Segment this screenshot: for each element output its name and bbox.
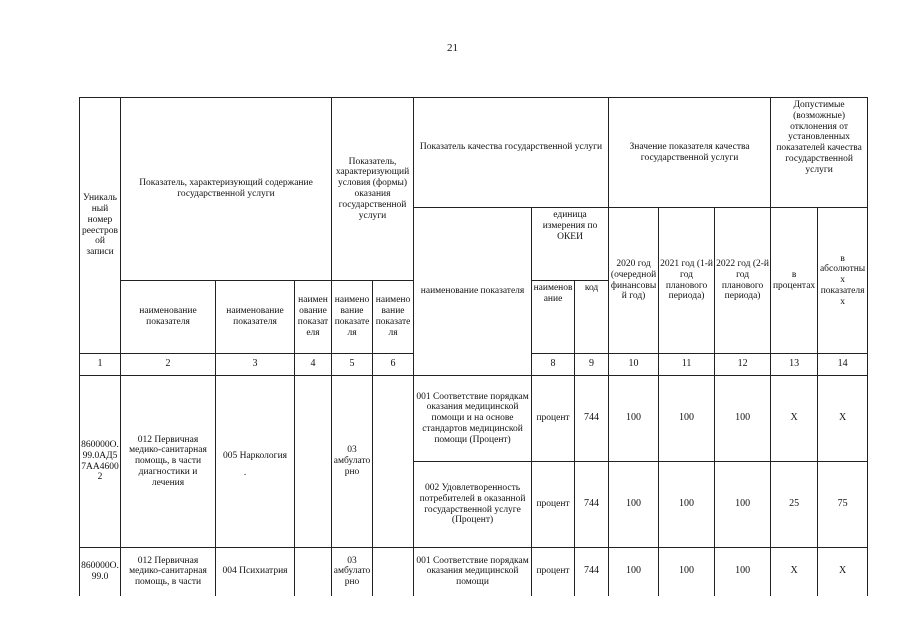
deviation-absolute: 75 bbox=[818, 462, 868, 548]
col-number: 14 bbox=[818, 354, 868, 376]
header-unit-okei: единица измерения по ОКЕИ bbox=[532, 208, 609, 281]
page-number: 21 bbox=[447, 42, 458, 54]
col-number: 6 bbox=[373, 354, 414, 376]
indicator-unit: процент bbox=[532, 462, 575, 548]
header-name-2: наименование показателя bbox=[216, 281, 295, 354]
indicator-unit: процент bbox=[532, 548, 575, 596]
value-2022: 100 bbox=[715, 376, 771, 462]
header-absolute: в абсолютных показателях bbox=[818, 208, 868, 354]
header-unit-name: наименование bbox=[532, 281, 575, 354]
col-number: 2 bbox=[121, 354, 216, 376]
header-name-1: наименование показателя bbox=[121, 281, 216, 354]
deviation-absolute: X bbox=[818, 376, 868, 462]
col-number: 3 bbox=[216, 354, 295, 376]
header-unique-number: Уникальный номер реестровой записи bbox=[80, 98, 121, 354]
value-2022: 100 bbox=[715, 548, 771, 596]
header-year-2021: 2021 год (1-й год планового периода) bbox=[659, 208, 715, 354]
record-mark: . bbox=[243, 467, 247, 478]
deviation-percent: X bbox=[771, 548, 818, 596]
indicator-code: 744 bbox=[575, 462, 609, 548]
record-id: 860000О.99.0 bbox=[80, 548, 121, 596]
record-profile: 004 Психиатрия bbox=[216, 548, 295, 596]
col-number: 10 bbox=[609, 354, 659, 376]
indicator-code: 744 bbox=[575, 548, 609, 596]
header-service-conditions: Показатель, характеризующий условия (формы) оказания государственной услуги bbox=[332, 98, 414, 281]
quality-indicators-table bbox=[79, 97, 868, 596]
record-empty bbox=[295, 376, 332, 548]
col-number: 4 bbox=[295, 354, 332, 376]
header-indicator-value: Значение показателя качества государственной услуги bbox=[609, 98, 771, 208]
deviation-absolute: X bbox=[818, 548, 868, 596]
header-unit-code: код bbox=[575, 281, 609, 354]
col-number: 8 bbox=[532, 354, 575, 376]
value-2020: 100 bbox=[609, 462, 659, 548]
record-form: 03 амбулаторно bbox=[332, 376, 373, 548]
header-indicator-name: наименование показателя bbox=[414, 208, 532, 376]
record-profile: 005 Наркология . bbox=[216, 376, 295, 548]
header-name-3: наименование показателя bbox=[295, 281, 332, 354]
indicator-unit: процент bbox=[532, 376, 575, 462]
indicator-code: 744 bbox=[575, 376, 609, 462]
col-number: 1 bbox=[80, 354, 121, 376]
indicator-name: 002 Удовлетворенность потребителей в оказанной государственной услуге (Процент) bbox=[414, 462, 532, 548]
record-empty bbox=[373, 548, 414, 596]
record-form: 03 амбулаторно bbox=[332, 548, 373, 596]
value-2020: 100 bbox=[609, 376, 659, 462]
record-empty bbox=[373, 376, 414, 548]
header-quality-indicator: Показатель качества государственной услуги bbox=[414, 98, 609, 208]
record-service: 012 Первичная медико-санитарная помощь, в части bbox=[121, 548, 216, 596]
col-number: 9 bbox=[575, 354, 609, 376]
value-2021: 100 bbox=[659, 548, 715, 596]
col-number: 5 bbox=[332, 354, 373, 376]
col-number: 12 bbox=[715, 354, 771, 376]
value-2022: 100 bbox=[715, 462, 771, 548]
header-name-4: наименование показателя bbox=[332, 281, 373, 354]
record-id: 860000О.99.0АД57АА46002 bbox=[80, 376, 121, 548]
value-2021: 100 bbox=[659, 376, 715, 462]
header-percent: в процентах bbox=[771, 208, 818, 354]
value-2021: 100 bbox=[659, 462, 715, 548]
col-number: 11 bbox=[659, 354, 715, 376]
deviation-percent: X bbox=[771, 376, 818, 462]
deviation-percent: 25 bbox=[771, 462, 818, 548]
col-number: 13 bbox=[771, 354, 818, 376]
record-empty bbox=[295, 548, 332, 596]
indicator-name: 001 Соответствие порядкам оказания медицинской помощи bbox=[414, 548, 532, 596]
indicator-name: 001 Соответствие порядкам оказания медицинской помощи и на основе стандартов медицинской помощи (Процент) bbox=[414, 376, 532, 462]
header-year-2022: 2022 год (2-й год планового периода) bbox=[715, 208, 771, 354]
header-year-2020: 2020 год (очередной финансовый год) bbox=[609, 208, 659, 354]
value-2020: 100 bbox=[609, 548, 659, 596]
record-service: 012 Первичная медико-санитарная помощь, в части диагностики и лечения bbox=[121, 376, 216, 548]
header-name-5: наименование показателя bbox=[373, 281, 414, 354]
header-allowed-deviation: Допустимые (возможные) отклонения от установленных показателей качества государственной услуги bbox=[771, 98, 868, 208]
header-service-content: Показатель, характеризующий содержание государственной услуги bbox=[121, 98, 332, 281]
